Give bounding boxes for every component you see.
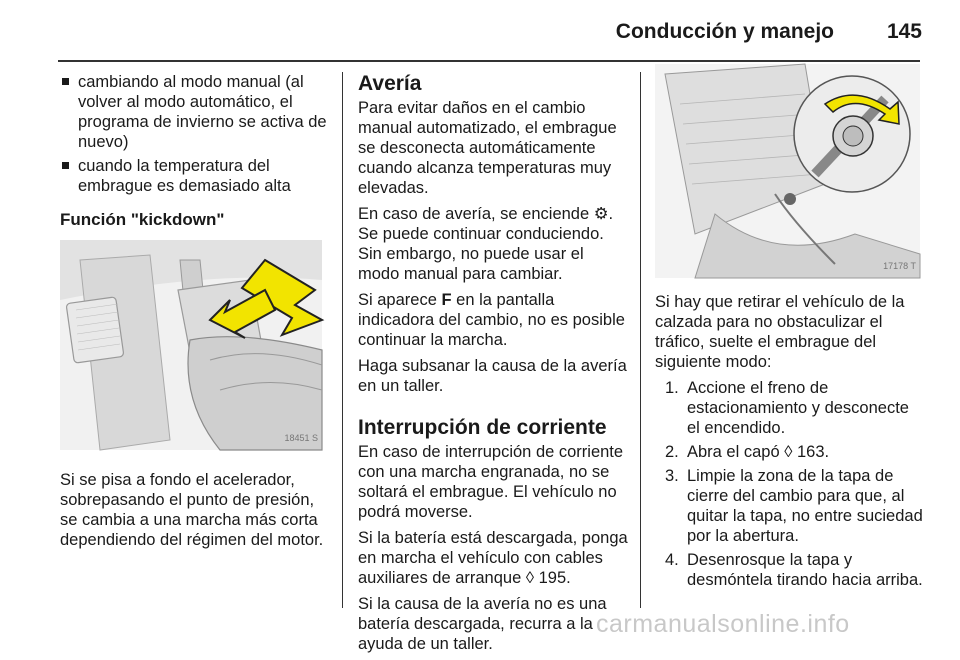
figure-code: 17178 T [883,261,916,271]
paragraph: Si la causa de la avería no es una batería descargada, recurra a la ayuda de un taller. [358,595,607,653]
list-item [655,466,925,546]
figure-code: 18451 S [284,433,318,443]
watermark: carmanualsonline.info [596,610,850,638]
column-2 [358,72,628,660]
list-item [655,378,925,438]
subheading-kickdown: Función "kickdown" [60,210,225,229]
step-text: Abra el capó ◊ 163. [687,443,830,461]
engine-drawing [655,64,920,278]
paragraph: Haga subsanar la causa de la avería en un taller. [358,357,627,395]
header-divider [58,60,920,62]
step-number: 4. [665,551,679,569]
step-number: 3. [665,467,679,485]
kickdown-pedal-illustration [60,240,322,450]
step-text: Accione el freno de estacionamiento y desconecte el encendido. [687,379,909,437]
bullet-item: cambiando al modo manual (al volver al modo automático, el programa de invierno se activa de nuevo) [60,72,330,152]
column-3 [655,64,925,594]
kickdown-paragraph: Si se pisa a fondo el acelerador, sobrepasando el punto de presión, se cambia a una marcha más corta dependiendo del régimen del motor. [60,471,324,549]
column-1 [60,72,330,556]
paragraph: Si hay que retirar el vehículo de la calzada para no obstaculizar el tráfico, suelte el embrague del siguiente modo: [655,293,905,371]
steps-list [655,378,925,590]
text-span: Si aparece [358,291,442,309]
paragraph: Para evitar daños en el cambio manual automatizado, el embrague se desconecta automáticamente cuando alcanza temperaturas muy elevadas. [358,99,617,197]
section-title-averia: Avería [358,72,422,95]
step-number: 1. [665,379,679,397]
page-number: 145 [886,20,922,43]
paragraph: Si la batería está descargada, ponga en marcha el vehículo con cables auxiliares de arranque ◊ 195. [358,529,628,587]
column-divider-2 [640,72,641,608]
engine-bay-illustration [655,64,920,278]
bullet-item: cuando la temperatura del embrague es demasiado alta [60,156,330,196]
pedal-drawing [60,240,322,450]
column-divider-1 [342,72,343,608]
step-text: Limpie la zona de la tapa de cierre del cambio para que, al quitar la tapa, no entre suciedad por la abertura. [687,467,923,545]
paragraph [358,290,628,350]
paragraph: En caso de interrupción de corriente con una marcha engranada, no se soltará el embrague. El vehículo no podrá moverse. [358,443,624,521]
list-item [655,442,925,462]
paragraph: En caso de avería, se enciende ⚙. Se puede continuar conduciendo. Sin embargo, no puede usar el modo manual para cambiar. [358,205,614,283]
section-title-power-interruption: Interrupción de corriente [358,416,607,439]
step-text: Desenrosque la tapa y desmóntela tirando hacia arriba. [687,551,923,589]
text-span: en la pantalla indicadora del cambio, no es posible continuar la marcha. [358,291,625,349]
page-header [0,14,960,54]
list-item [655,550,925,590]
page-title: Conducción y manejo [615,20,834,43]
gear-indicator-f: F [441,291,452,309]
step-number: 2. [665,443,679,461]
